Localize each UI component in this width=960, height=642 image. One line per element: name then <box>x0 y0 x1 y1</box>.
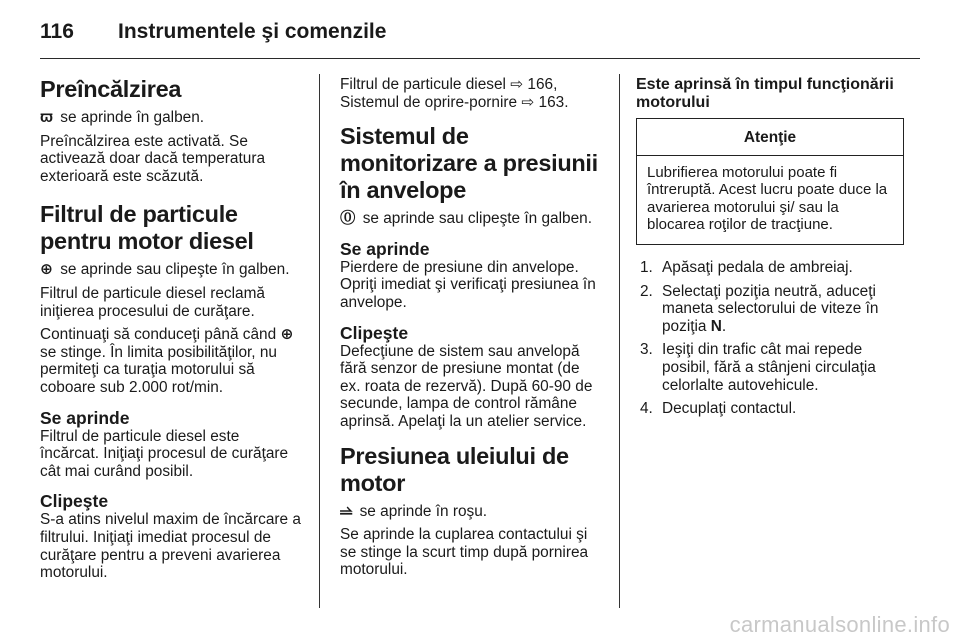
warning-box <box>636 118 904 245</box>
subheading-lights-up: Se aprinde <box>40 407 130 428</box>
cross-reference: Filtrul de particule diesel ⇨ 166, Sistemul de oprire-pornire ⇨ 163. <box>340 76 569 111</box>
watermark: carmanualsonline.info <box>729 612 950 637</box>
page-header <box>40 18 920 58</box>
warning-body: Lubrifierea motorului poate fi întreruptă. Acest lucru poate duce la avarierea motorului şi/ sau la blocarea roţilor de tracţiune. <box>647 163 888 234</box>
arrow-right-icon: ⇨ <box>510 76 524 93</box>
subheading-flashes: Clipeşte <box>40 491 109 512</box>
tpms-indicator-line: ⓪ se aprinde sau clipeşte în galben. <box>340 210 592 228</box>
oil-indicator-line: ⥬ se aprinde în roşu. <box>340 502 488 520</box>
section-title-oil-pressure: Presiunea uleiului de motor <box>340 442 569 496</box>
glow-plug-icon: ϖ <box>40 109 54 126</box>
list-item: 3. Ieşiţi din trafic cât mai repede posibil, fără a stânjeni circulaţia celorlalte autovehicule. <box>640 341 876 394</box>
paragraph: Continuaţi să conduceţi până când ⊕ se stinge. În limita posibilităţilor, nu permiteţi ca turaţia motorului să coboare sub 2.000 rot/min. <box>40 326 294 396</box>
list-item: 2. Selectaţi poziţia neutră, aduceţi maneta selectorului de viteze în poziţia N. <box>640 282 879 335</box>
column-1 <box>40 76 302 588</box>
section-title-preheating: Preîncălzirea <box>40 76 182 102</box>
dpf-indicator-line: ⊕ se aprinde sau clipeşte în galben. <box>40 261 290 279</box>
preheat-indicator-line: ϖ se aprinde în galben. <box>40 109 205 126</box>
warning-title: Atenţie <box>637 119 903 156</box>
page-number: 116 <box>40 20 74 43</box>
paragraph: Filtrul de particule diesel este încărcat. Iniţiaţi procesul de curăţare cât mai curând posibil. <box>40 427 289 480</box>
running-title: Instrumentele şi comenzile <box>118 20 387 43</box>
list-item: 4. Decuplaţi contactul. <box>640 400 797 418</box>
arrow-right-icon: ⇨ <box>521 93 535 111</box>
oil-can-icon: ⥬ <box>340 502 353 520</box>
tyre-pressure-icon: ⓪ <box>340 210 356 228</box>
column-divider <box>619 74 620 608</box>
paragraph: Se aprinde la cuplarea contactului şi se stinge la scurt timp după pornirea motorului. <box>340 526 589 579</box>
header-rule <box>40 58 920 59</box>
subheading-lights-up: Se aprinde <box>340 238 430 259</box>
section-title-tyre-pressure: Sistemul de monitorizare a presiunii în anvelope <box>340 123 598 204</box>
paragraph: S-a atins nivelul maxim de încărcare a filtrului. Iniţiaţi imediat procesul de curăţare pentru a preveni avarierea motorului. <box>40 511 301 582</box>
subheading-flashes: Clipeşte <box>340 322 409 343</box>
paragraph: Preîncălzirea este activată. Se activează doar dacă temperatura exterioară este scăzută. <box>40 132 266 185</box>
paragraph: Filtrul de particule diesel reclamă iniţierea procesului de curăţare. <box>40 284 265 320</box>
section-title-diesel-filter: Filtrul de particule pentru motor diesel <box>40 201 254 255</box>
column-divider <box>319 74 320 608</box>
section-title-engine-running: Este aprinsă în timpul funcţionării motorului <box>636 76 894 111</box>
paragraph: Pierdere de presiune din anvelope. Opriţi imediat şi verificaţi presiunea în anvelope. <box>340 258 596 311</box>
particle-filter-icon: ⊕ <box>40 261 53 279</box>
paragraph: Defecţiune de sistem sau anvelopă fără senzor de presiune montat (de ex. roata de rezervă). După 60-90 de secunde, lampa de control rămâne aprinsă. Apelaţi la un atelier service. <box>340 342 593 430</box>
steps-list <box>636 259 904 418</box>
particle-filter-icon: ⊕ <box>280 326 294 344</box>
column-2 <box>340 76 602 585</box>
column-3 <box>636 76 904 424</box>
list-item: 1. Apăsaţi pedala de ambreiaj. <box>640 258 853 276</box>
